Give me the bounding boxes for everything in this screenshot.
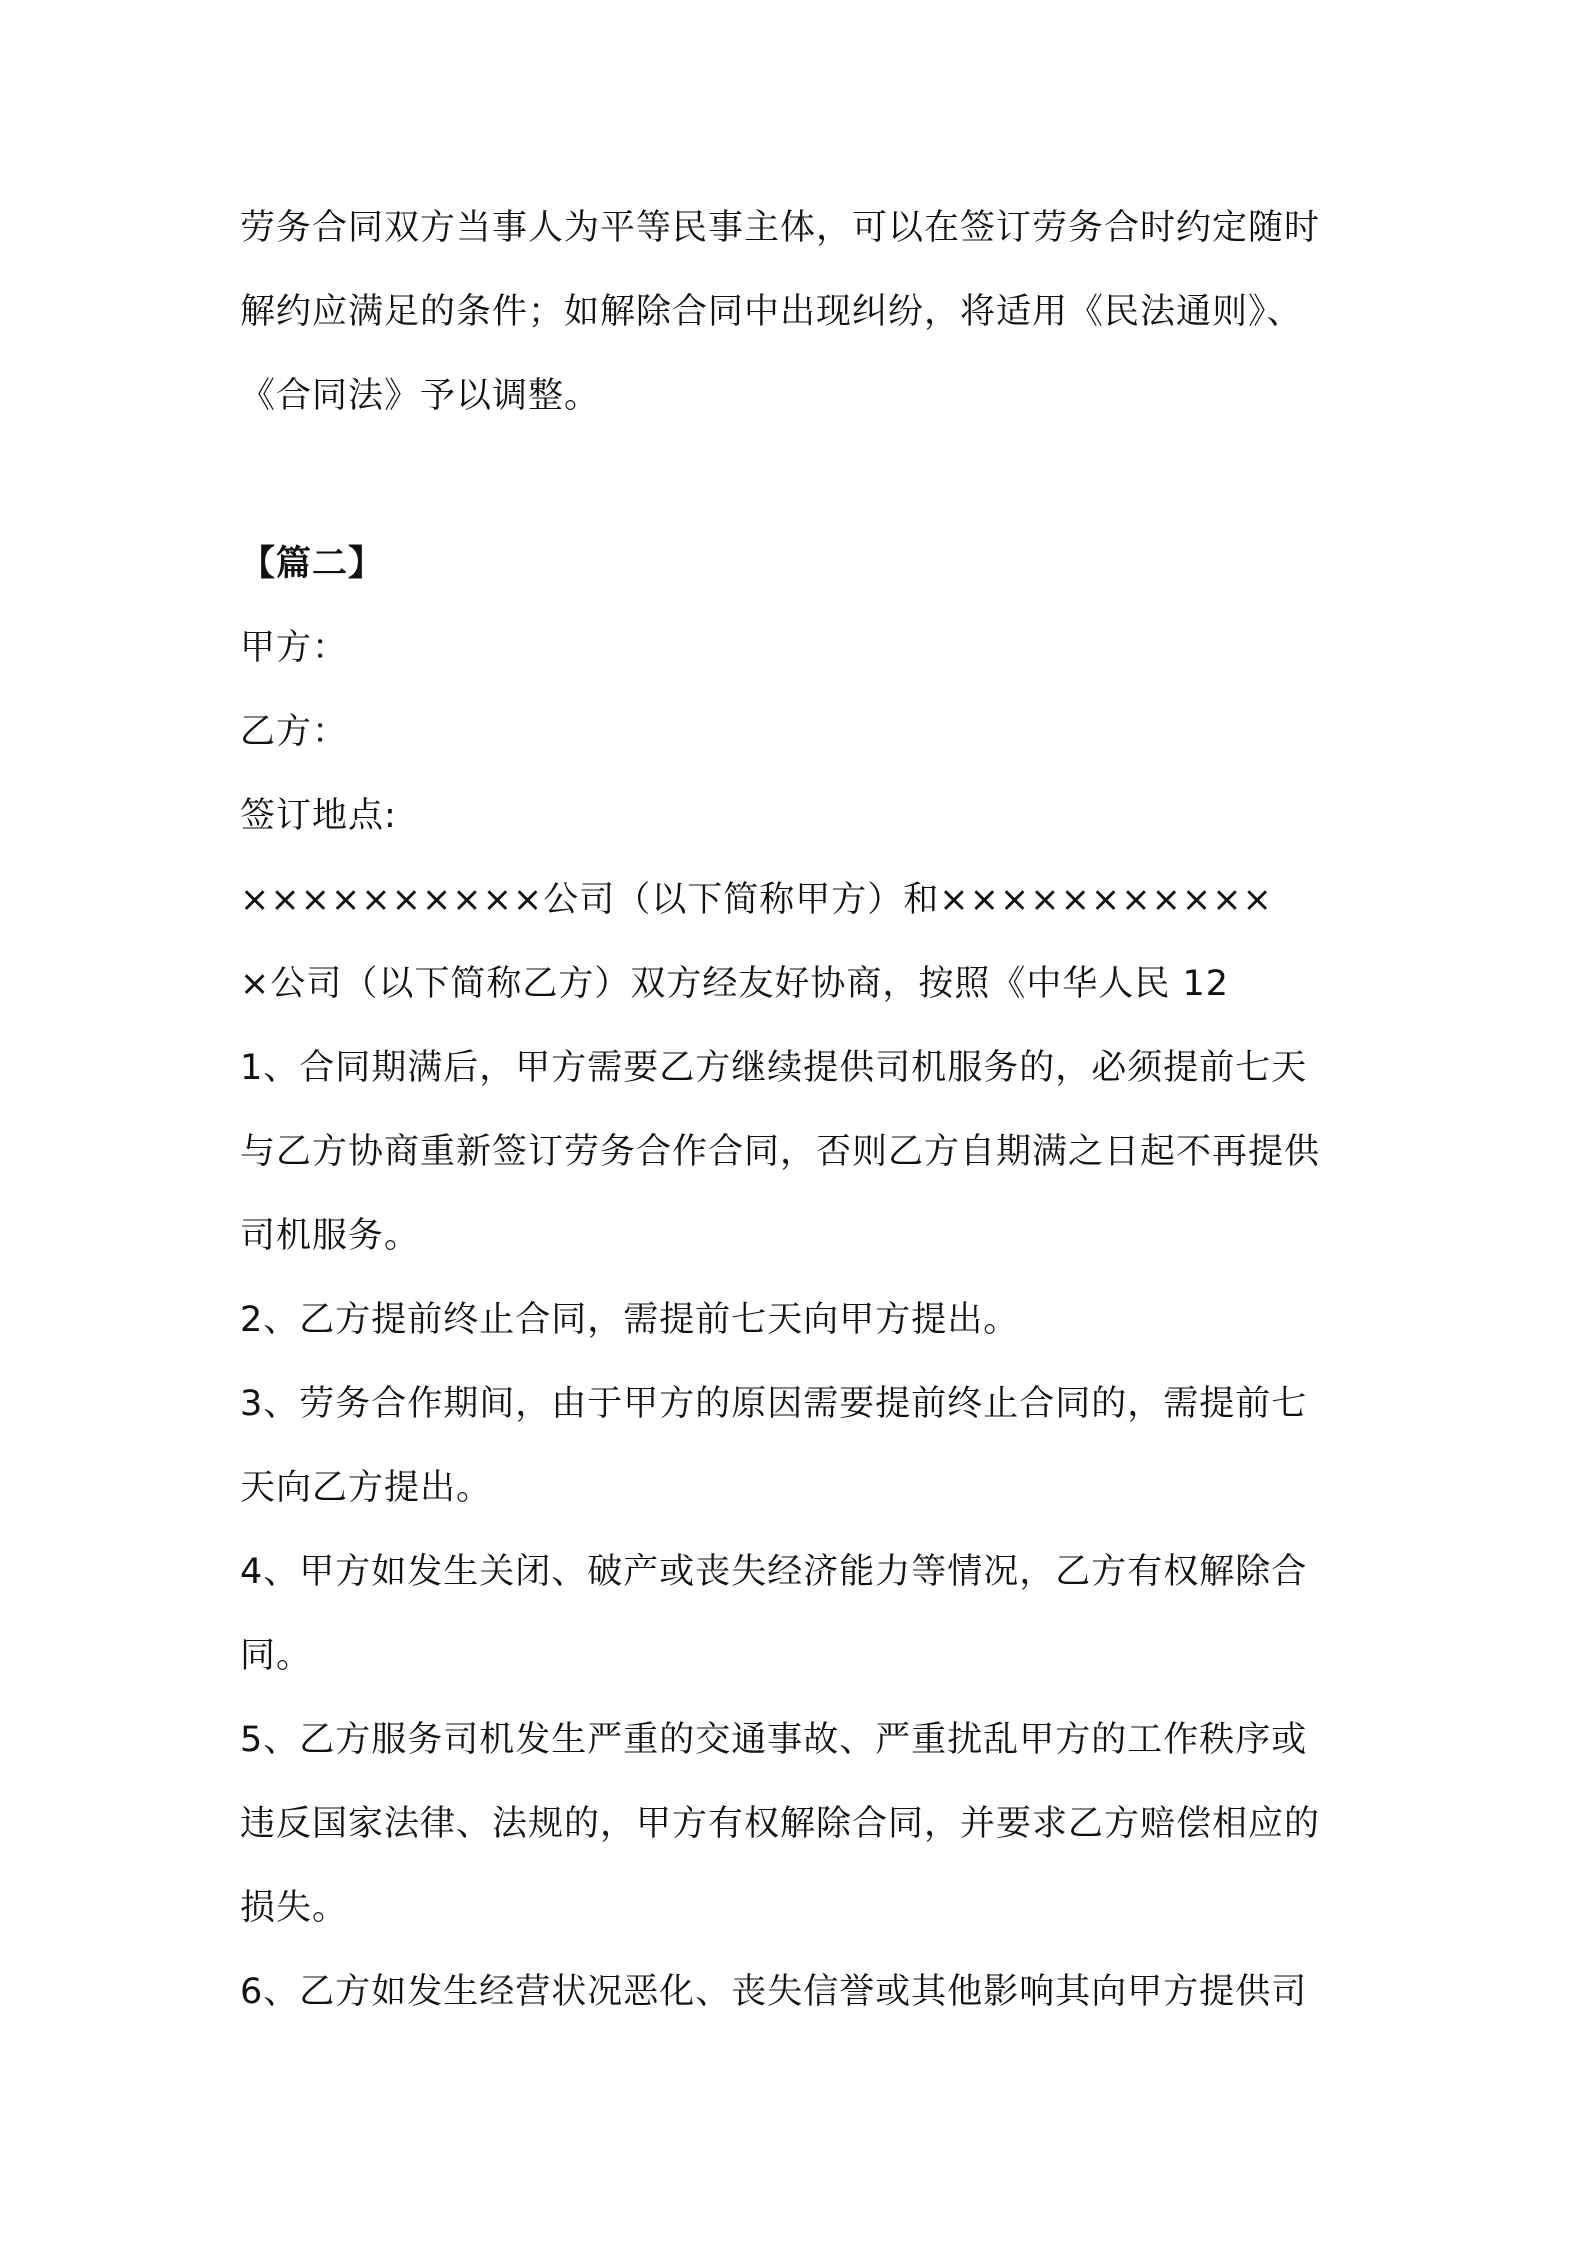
clause-4-line: 同。: [240, 1636, 313, 1676]
body-line: ××××××××××公司（以下简称甲方）和×××××××××××: [240, 880, 1273, 920]
body-line: ×公司（以下简称乙方）双方经友好协商，按照《中华人民 12: [240, 964, 1229, 1004]
intro-line-3: 《合同法》予以调整。: [240, 376, 601, 416]
clause-5-line: 违反国家法律、法规的，甲方有权解除合同，并要求乙方赔偿相应的: [240, 1804, 1321, 1844]
clause-1-line: 司机服务。: [240, 1216, 421, 1256]
intro-line-2: 解约应满足的条件；如解除合同中出现纠纷，将适用《民法通则》、: [240, 292, 1303, 332]
section-heading: 【篇二】: [240, 544, 385, 584]
party-b-field: 乙方：: [240, 712, 349, 752]
clause-5-line: 5、乙方服务司机发生严重的交通事故、严重扰乱甲方的工作秩序或: [240, 1720, 1308, 1760]
clause-4-line: 4、甲方如发生关闭、破产或丧失经济能力等情况，乙方有权解除合: [240, 1552, 1308, 1592]
clause-6-line: 6、乙方如发生经营状况恶化、丧失信誉或其他影响其向甲方提供司: [240, 1972, 1308, 2012]
signing-place-field: 签订地点:: [240, 796, 397, 836]
clause-2-line: 2、乙方提前终止合同，需提前七天向甲方提出。: [240, 1300, 1020, 1340]
clause-3-line: 天向乙方提出。: [240, 1468, 493, 1508]
intro-line-1: 劳务合同双方当事人为平等民事主体，可以在签订劳务合时约定随时: [240, 208, 1321, 248]
party-a-field: 甲方：: [240, 628, 349, 668]
clause-1-line: 与乙方协商重新签订劳务合作合同，否则乙方自期满之日起不再提供: [240, 1132, 1321, 1172]
clause-3-line: 3、劳务合作期间，由于甲方的原因需要提前终止合同的，需提前七: [240, 1384, 1308, 1424]
clause-1-line: 1、合同期满后，甲方需要乙方继续提供司机服务的，必须提前七天: [240, 1048, 1308, 1088]
clause-5-line: 损失。: [240, 1888, 349, 1928]
